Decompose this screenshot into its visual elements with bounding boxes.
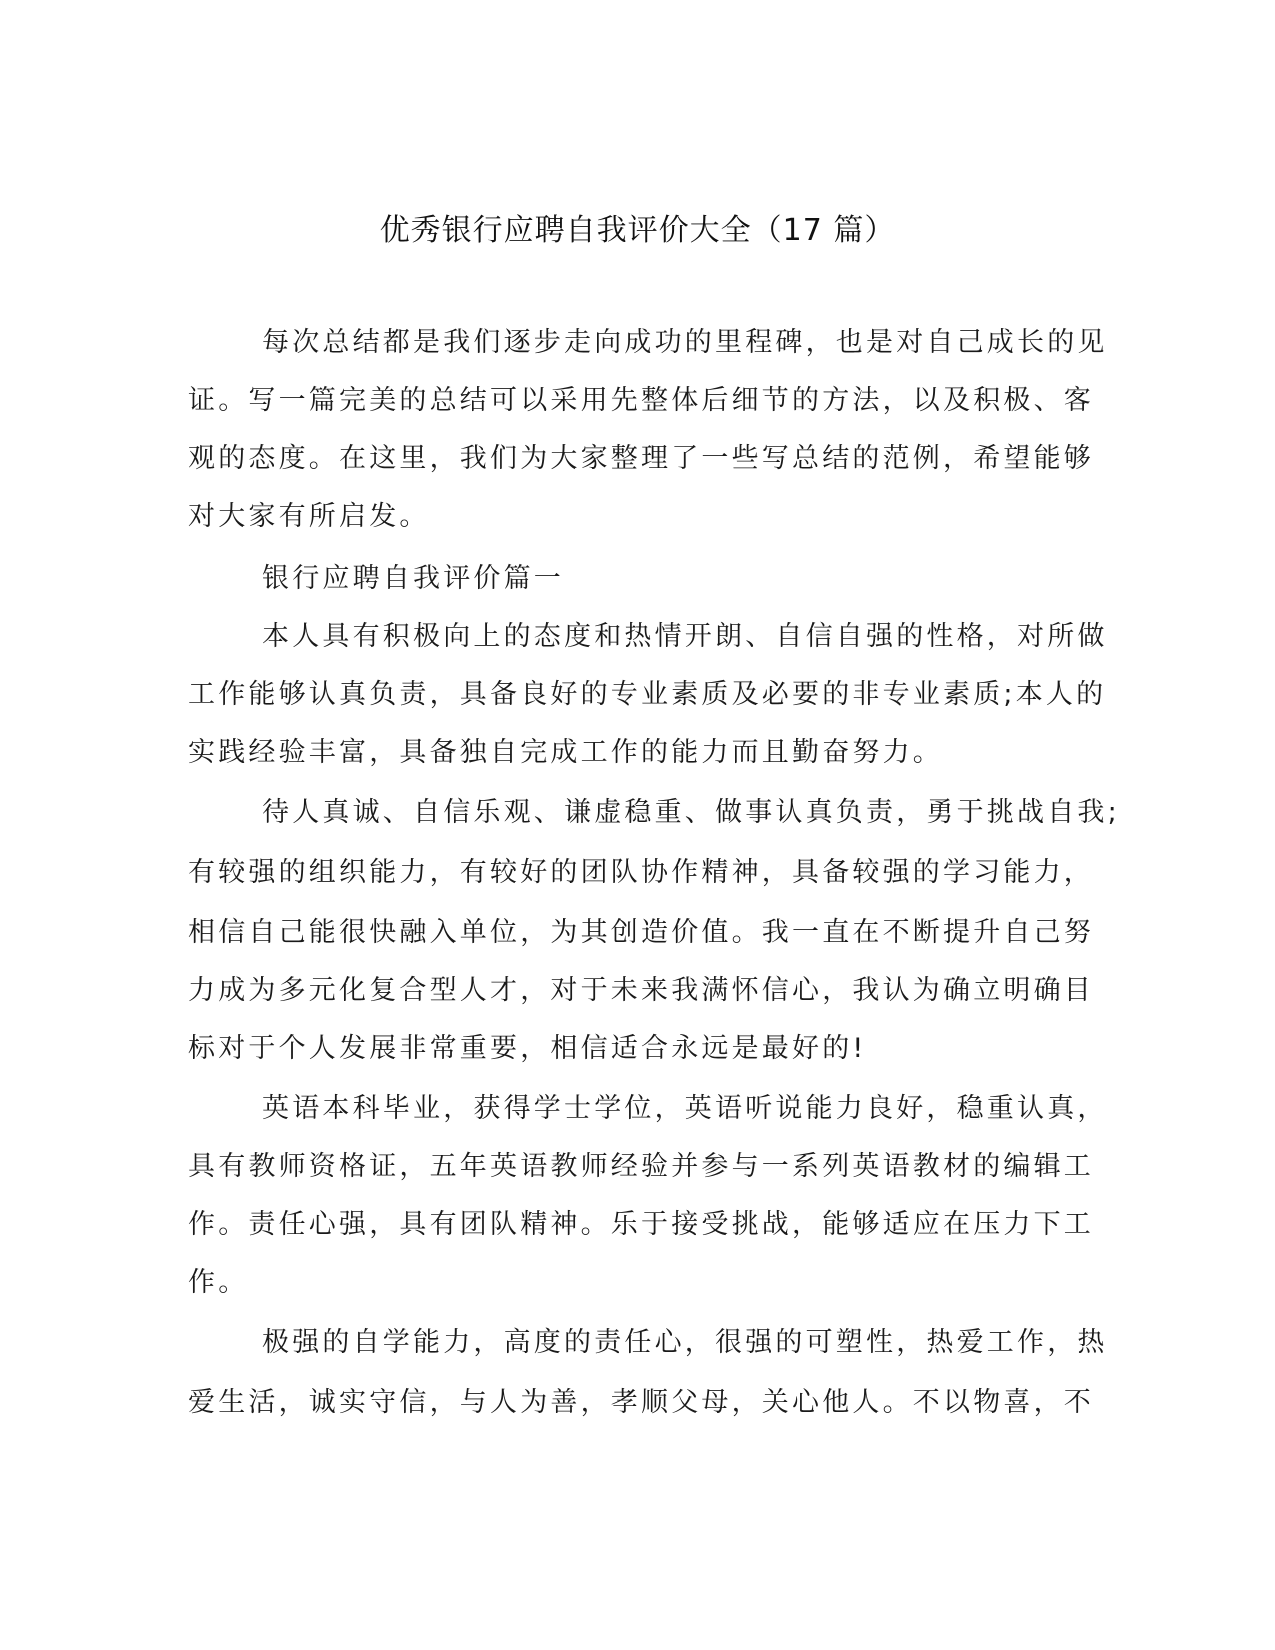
paragraph-line: 具有教师资格证，五年英语教师经验并参与一系列英语教材的编辑工: [188, 1151, 1094, 1182]
paragraph-line: 英语本科毕业，获得学士学位，英语听说能力良好，稳重认真，: [262, 1093, 1108, 1124]
paragraph-line: 实践经验丰富，具备独自完成工作的能力而且勤奋努力。: [188, 737, 943, 768]
paragraph-line: 极强的自学能力，高度的责任心，很强的可塑性，热爱工作，热: [262, 1327, 1108, 1358]
paragraph-line: 标对于个人发展非常重要，相信适合永远是最好的!: [188, 1033, 867, 1064]
paragraph-line: 观的态度。在这里，我们为大家整理了一些写总结的范例，希望能够: [188, 443, 1094, 474]
paragraph-line: 力成为多元化复合型人才，对于未来我满怀信心，我认为确立明确目: [188, 975, 1094, 1006]
paragraph-line: 每次总结都是我们逐步走向成功的里程碑，也是对自己成长的见: [262, 327, 1108, 358]
paragraph-line: 本人具有积极向上的态度和热情开朗、自信自强的性格，对所做: [262, 621, 1108, 652]
paragraph-line: 对大家有所启发。: [188, 501, 430, 532]
paragraph-line: 相信自己能很快融入单位，为其创造价值。我一直在不断提升自己努: [188, 917, 1094, 948]
paragraph-line: 有较强的组织能力，有较好的团队协作精神，具备较强的学习能力，: [188, 857, 1094, 888]
paragraph-line: 证。写一篇完美的总结可以采用先整体后细节的方法，以及积极、客: [188, 385, 1094, 416]
paragraph-line: 作。责任心强，具有团队精神。乐于接受挑战，能够适应在压力下工: [188, 1209, 1094, 1240]
paragraph-line: 爱生活，诚实守信，与人为善，孝顺父母，关心他人。不以物喜，不: [188, 1387, 1094, 1418]
section-heading: 银行应聘自我评价篇一: [262, 563, 564, 594]
paragraph-line: 待人真诚、自信乐观、谦虚稳重、做事认真负责，勇于挑战自我;: [262, 797, 1120, 828]
paragraph-line: 工作能够认真负责，具备良好的专业素质及必要的非专业素质;本人的: [188, 679, 1107, 710]
document-title: 优秀银行应聘自我评价大全（17 篇）: [379, 213, 896, 248]
paragraph-line: 作。: [188, 1267, 249, 1298]
